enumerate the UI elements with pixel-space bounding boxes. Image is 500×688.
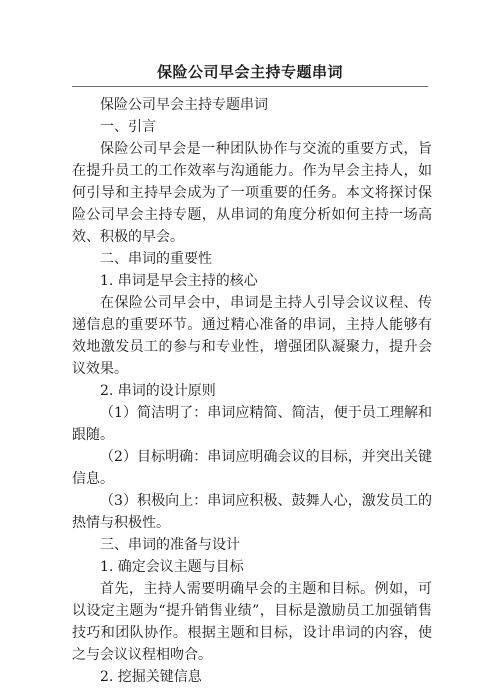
title-underline <box>72 86 428 87</box>
document-body <box>72 94 432 688</box>
body-paragraph: 首先，主持人需要明确早会的主题和目标。例如，可以设定主题为“提升销售业绩”，目标是激励员工加强销售技巧和团队协作。根据主题和目标，设计串词的内容，使之与会议议程相吻合。 <box>72 581 432 663</box>
section-heading-preparation: 三、串词的准备与设计 <box>100 537 240 553</box>
document-title: 保险公司早会主持专题串词 <box>156 63 343 81</box>
subheading-key-info: 2. 挖掘关键信息 <box>100 669 202 685</box>
subheading-core: 1. 串词是早会主持的核心 <box>100 273 258 289</box>
section-heading-introduction: 一、引言 <box>100 119 156 135</box>
subtitle-paragraph: 保险公司早会主持专题串词 <box>100 97 268 113</box>
subheading-design-principles: 2. 串词的设计原则 <box>100 383 216 399</box>
body-paragraph: 保险公司早会是一种团队协作与交流的重要方式，旨在提升员工的工作效率与沟通能力。作为早会主持人，如何引导和主持早会成为了一项重要的任务。本文将探讨保险公司早会主持专题，从串词的角度分析如何主持一场高效、积极的早会。 <box>72 141 432 245</box>
principle-item: （3）积极向上：串词应积极、鼓舞人心，激发员工的热情与积极性。 <box>72 493 432 531</box>
principle-item: （2）目标明确：串词应明确会议的目标，并突出关键信息。 <box>72 449 432 487</box>
principle-item: （1）简洁明了：串词应精简、简洁，便于员工理解和跟随。 <box>72 405 432 443</box>
section-heading-importance: 二、串词的重要性 <box>100 251 212 267</box>
subheading-theme-goal: 1. 确定会议主题与目标 <box>100 559 244 575</box>
body-paragraph: 在保险公司早会中，串词是主持人引导会议议程、传递信息的重要环节。通过精心准备的串词，主持人能够有效地激发员工的参与和专业性，增强团队凝聚力，提升会议效果。 <box>72 295 432 377</box>
